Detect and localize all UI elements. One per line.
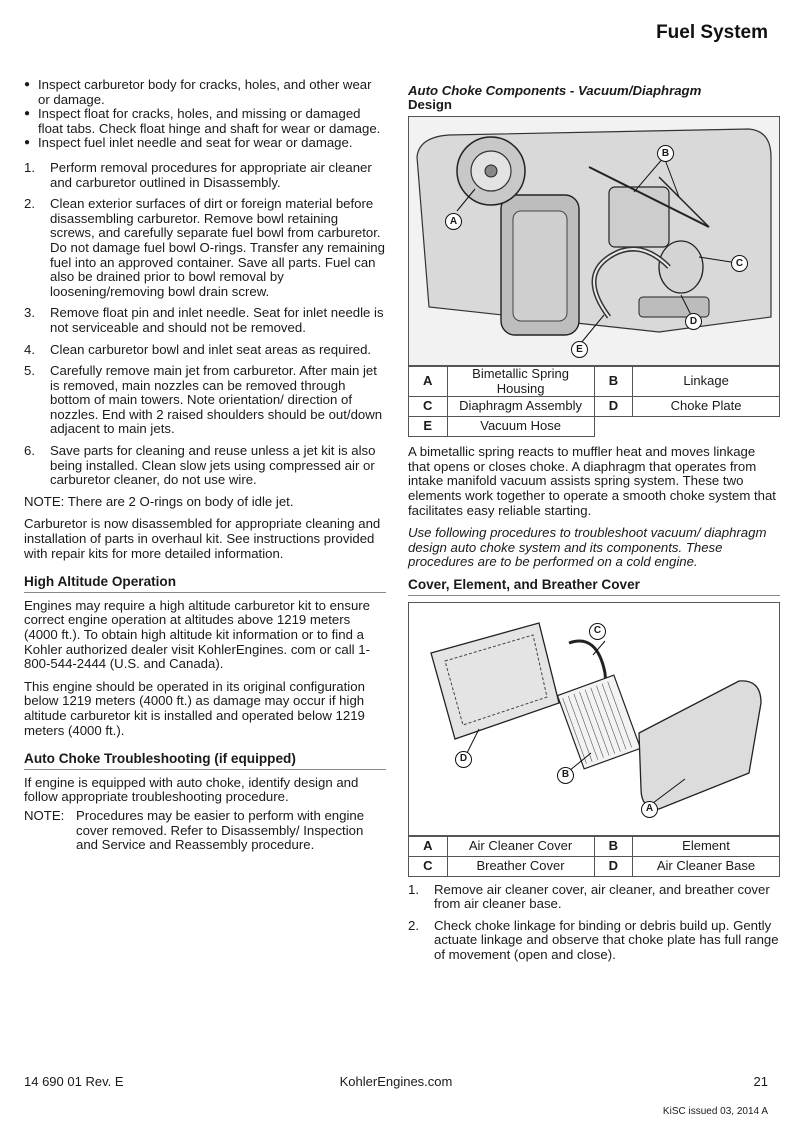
disassembly-steps — [24, 161, 386, 488]
air-cleaner-figure — [408, 602, 780, 836]
callout-c: C — [589, 623, 606, 640]
legend-key: D — [594, 397, 633, 417]
callout-b: B — [657, 145, 674, 162]
step-item — [408, 919, 780, 963]
legend-row — [409, 417, 780, 437]
step-text: Perform removal procedures for appropriate air cleaner and carburetor outlined in Disassembly. — [50, 159, 372, 190]
high-altitude-heading: High Altitude Operation — [24, 575, 386, 593]
step-text: Save parts for cleaning and reuse unless a jet kit is also being installed. Clean slow jets using compressed air or carburetor cleaner, do not use wire. — [50, 443, 376, 488]
disassembled-paragraph: Carburetor is now disassembled for appropriate cleaning and installation of parts in overhaul kit. See instructions provided with repair kits for more detailed information. — [24, 516, 381, 561]
step-number: 2. — [24, 196, 35, 212]
figure-2-legend — [408, 836, 780, 877]
legend-empty — [594, 417, 633, 437]
auto-choke-illustration — [409, 117, 779, 365]
right-column — [408, 84, 780, 970]
bimetallic-paragraph: A bimetallic spring reacts to muffler heat and moves linkage that opens or closes choke. A diaphragm that operates from intake manifold vacuum assists spring system. These two elements work together to operate a smooth choke system that facilitates easy reliable starting. — [408, 444, 776, 518]
step-text: Remove float pin and inlet needle. Seat for inlet needle is not serviceable and should not be removed. — [50, 305, 384, 335]
auto-choke-heading: Auto Choke Troubleshooting (if equipped) — [24, 752, 386, 770]
choke-steps — [408, 883, 780, 963]
step-item — [24, 364, 386, 437]
step-item — [408, 883, 780, 912]
left-column — [24, 78, 386, 853]
step-text: Clean carburetor bowl and inlet seat areas as required. — [50, 341, 372, 357]
step-text: Check choke linkage for binding or debris build up. Gently actuate linkage and observe that choke plate has full range of movement (open and close). — [434, 917, 779, 962]
legend-key: B — [594, 367, 633, 397]
auto-choke-paragraph: If engine is equipped with auto choke, identify design and follow appropriate troubleshooting procedure. — [24, 774, 359, 805]
legend-value: Vacuum Hose — [447, 417, 594, 437]
legend-key: C — [409, 856, 448, 876]
section-title: Fuel System — [656, 22, 768, 43]
step-item — [24, 343, 386, 358]
note-text: Procedures may be easier to perform with engine cover removed. Refer to Disassembly/ Inspection and Service and Reassembly procedure. — [76, 807, 365, 853]
legend-key: A — [409, 836, 448, 856]
page-number: 21 — [753, 1074, 768, 1089]
callout-b: B — [557, 767, 574, 784]
legend-value: Diaphragm Assembly — [447, 397, 594, 417]
legend-empty — [633, 417, 780, 437]
legend-value: Element — [633, 836, 780, 856]
note-engine-cover — [24, 809, 386, 853]
legend-value: Bimetallic Spring Housing — [447, 367, 594, 397]
step-item — [24, 161, 386, 190]
note-label: NOTE: — [24, 807, 65, 823]
figure-1-title — [408, 84, 780, 112]
note-idle-jet: NOTE: There are 2 O-rings on body of idle jet. — [24, 493, 294, 509]
legend-key: E — [409, 417, 448, 437]
bullet-item: ● Inspect float for cracks, holes, and missing or damaged float tabs. Check float hinge and shaft for wear or damage. — [24, 107, 386, 136]
legend-row — [409, 836, 780, 856]
step-number: 4. — [24, 341, 35, 357]
high-altitude-paragraph-2: This engine should be operated in its original configuration below 1219 meters (4000 ft.) as damage may occur if high altitude carburetor kit is installed and operated below 1219 meters (4000 ft.). — [24, 678, 365, 738]
step-item — [24, 444, 386, 488]
figure-2-title: Cover, Element, and Breather Cover — [408, 578, 780, 596]
step-number: 2. — [408, 917, 419, 933]
legend-value: Linkage — [633, 367, 780, 397]
legend-row — [409, 397, 780, 417]
figure-1-title-rest: Design — [408, 97, 452, 112]
step-text: Carefully remove main jet from carburetor. After main jet is removed, main nozzles can be removed through bottom of main towers. Note orientation/ direction of nozzles. End with 2 raised shoulders should be out/down adjacent to main jets. — [50, 363, 383, 437]
step-number: 5. — [24, 363, 35, 379]
callout-d: D — [455, 751, 472, 768]
legend-key: A — [409, 367, 448, 397]
callout-e: E — [571, 341, 588, 358]
bullet-item: ● Inspect carburetor body for cracks, holes, and other wear or damage. — [24, 78, 386, 107]
troubleshoot-paragraph: Use following procedures to troubleshoot vacuum/ diaphragm design auto choke system and its components. These procedures are to be performed on a cold engine. — [408, 525, 767, 570]
figure-1-legend — [408, 366, 780, 437]
callout-a: A — [641, 801, 658, 818]
issued-note: KiSC issued 03, 2014 A — [662, 1106, 768, 1117]
step-number: 1. — [408, 881, 419, 897]
step-number: 1. — [24, 159, 35, 175]
step-number: 6. — [24, 443, 35, 459]
step-number: 3. — [24, 305, 35, 321]
step-item — [24, 197, 386, 299]
legend-value: Air Cleaner Base — [633, 856, 780, 876]
step-item — [24, 306, 386, 335]
legend-row — [409, 856, 780, 876]
figure-1-title-italic: Auto Choke Components - Vacuum/Diaphragm — [408, 83, 702, 98]
website-link[interactable]: KohlerEngines.com — [339, 1074, 453, 1089]
legend-value: Air Cleaner Cover — [447, 836, 594, 856]
inspection-bullets — [24, 78, 386, 151]
legend-value: Choke Plate — [633, 397, 780, 417]
callout-c: C — [731, 255, 748, 272]
doc-number: 14 690 01 Rev. E — [24, 1074, 124, 1089]
bullet-item: ● Inspect fuel inlet needle and seat for wear or damage. — [24, 136, 386, 151]
callout-d: D — [685, 313, 702, 330]
step-text: Clean exterior surfaces of dirt or foreign material before disassembling carburetor. Remove bowl retaining screws, and carefully separate fuel bowl from carburetor. Do not damage fuel bowl O-rings. Transfer any remaining fuel into an approved container. Save all parts. Fuel can also be drained prior to bowl removal by loosening/removing bowl drain screw. — [50, 196, 385, 299]
step-text: Remove air cleaner cover, air cleaner, and breather cover from air cleaner base. — [434, 881, 770, 912]
legend-row — [409, 367, 780, 397]
high-altitude-paragraph-1: Engines may require a high altitude carburetor kit to ensure correct engine operation at altitudes above 1219 meters (4000 ft.). To obtain high altitude kit information or to find a Kohler authorized dealer visit KohlerEngines. com or call 1-800-544-2444 (U.S. and Canada). — [24, 597, 370, 672]
legend-value: Breather Cover — [447, 856, 594, 876]
legend-key: B — [594, 836, 633, 856]
callout-a: A — [445, 213, 462, 230]
legend-key: D — [594, 856, 633, 876]
auto-choke-figure — [408, 116, 780, 366]
legend-key: C — [409, 397, 448, 417]
